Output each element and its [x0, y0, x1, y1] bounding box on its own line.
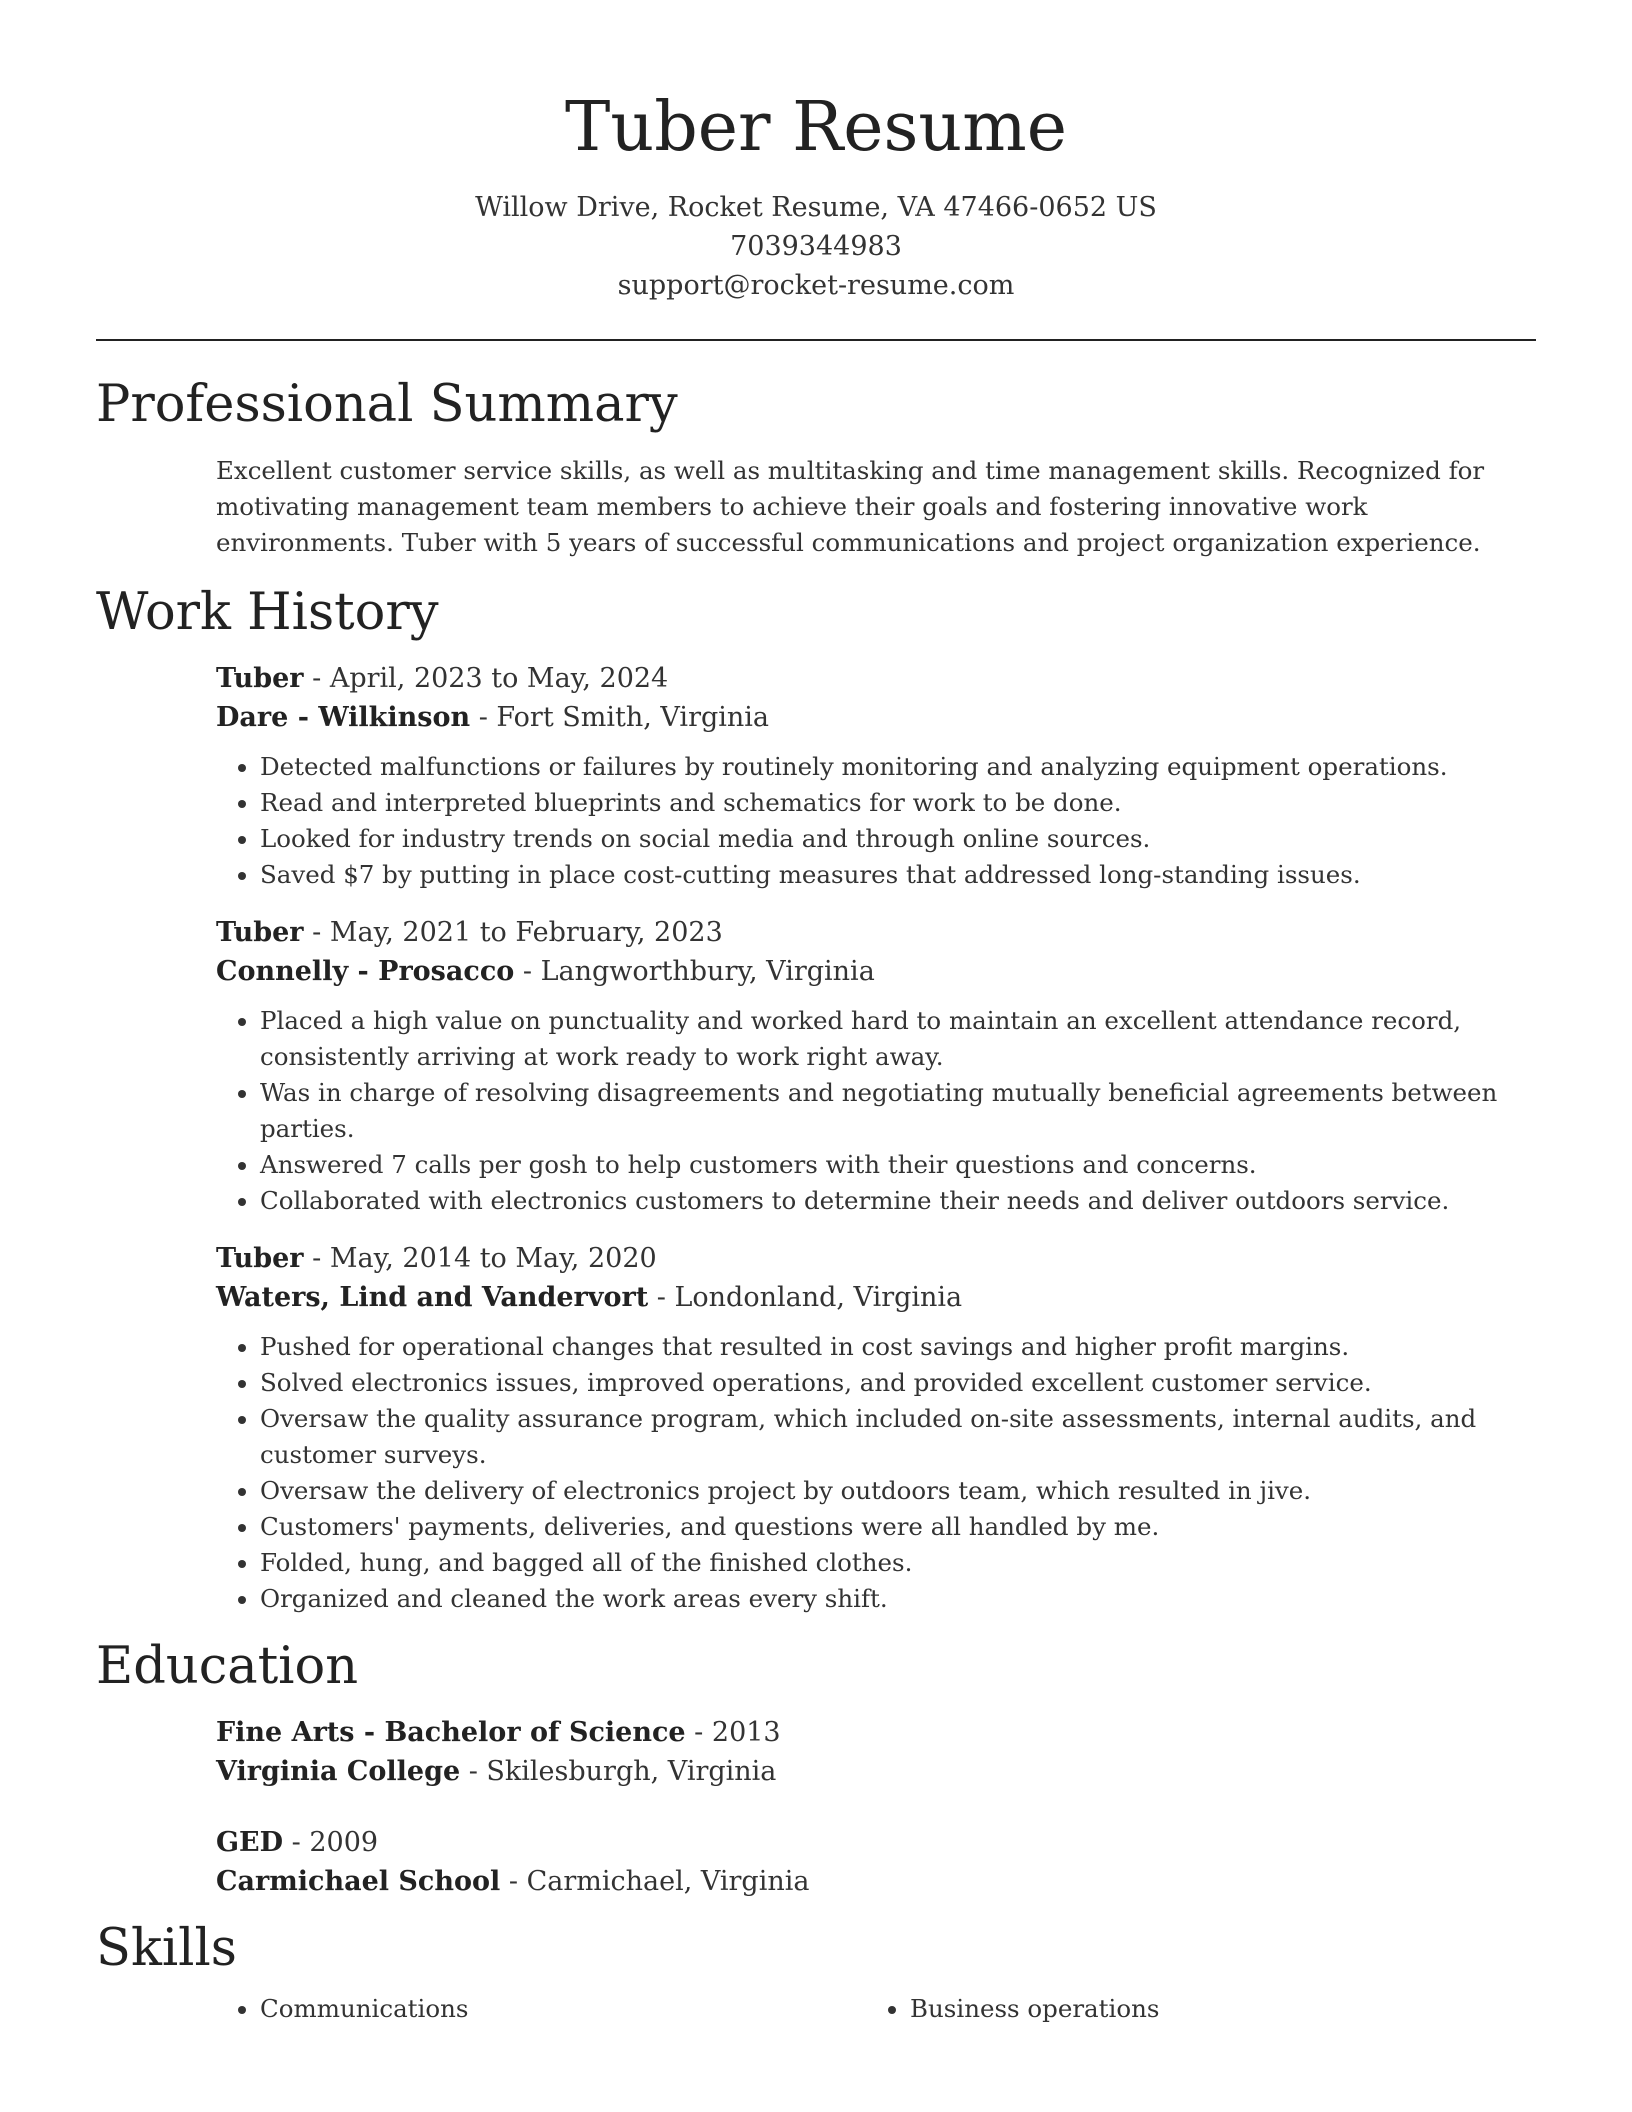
skill-item: • Communications — [260, 1991, 910, 2027]
education-degree-line: Fine Arts - Bachelor of Science - 2013 — [216, 1717, 781, 1748]
summary-section — [96, 373, 1536, 561]
header-divider — [96, 339, 1536, 341]
job-bullet: • Solved electronics issues, improved operations, and provided excellent customer service. — [260, 1365, 1536, 1401]
job-entry — [216, 913, 1536, 1219]
job-title-line: Tuber - May, 2021 to February, 2023 — [216, 917, 723, 948]
job-title-line: Tuber - April, 2023 to May, 2024 — [216, 663, 669, 694]
work-history-section — [96, 581, 1536, 1617]
job-bullet: • Customers' payments, deliveries, and questions were all handled by me. — [260, 1509, 1536, 1545]
skill-item: • Business operations — [910, 1991, 1560, 2027]
education-entry — [216, 1713, 1536, 1791]
job-bullet: • Placed a high value on punctuality and worked hard to maintain an excellent attendance record, consistently arriving at work ready to work right away. — [260, 1003, 1536, 1075]
job-bullet: • Folded, hung, and bagged all of the finished clothes. — [260, 1545, 1536, 1581]
job-location: Londonland, Virginia — [674, 1282, 963, 1313]
education-year: 2009 — [309, 1827, 379, 1858]
education-degree: Fine Arts - Bachelor of Science — [216, 1717, 686, 1748]
job-bullet: • Oversaw the quality assurance program, which included on-site assessments, internal audits, and customer surveys. — [260, 1401, 1536, 1473]
job-title-line: Tuber - May, 2014 to May, 2020 — [216, 1243, 657, 1274]
job-dates: May, 2021 to February, 2023 — [329, 917, 723, 948]
job-bullet: • Saved $7 by putting in place cost-cutting measures that addressed long-standing issues. — [260, 857, 1536, 893]
education-year: 2013 — [711, 1717, 781, 1748]
education-location: Carmichael, Virginia — [526, 1866, 810, 1897]
job-company: Connelly - Prosacco — [216, 956, 515, 987]
job-entry — [216, 659, 1536, 893]
education-school: Carmichael School — [216, 1866, 501, 1897]
job-bullet: • Organized and cleaned the work areas every shift. — [260, 1581, 1536, 1617]
resume-name: Tuber Resume — [565, 88, 1067, 167]
job-bullet: • Oversaw the delivery of electronics project by outdoors team, which resulted in jive. — [260, 1473, 1536, 1509]
job-bullet: • Read and interpreted blueprints and schematics for work to be done. — [260, 785, 1536, 821]
contact-address: Willow Drive, Rocket Resume, VA 47466-0652 US — [475, 192, 1157, 223]
education-degree-line: GED - 2009 — [216, 1827, 379, 1858]
job-bullets — [216, 1003, 1536, 1219]
job-bullet: • Collaborated with electronics customers to determine their needs and deliver outdoors service. — [260, 1183, 1536, 1219]
contact-phone: 7039344983 — [730, 231, 902, 262]
job-bullets — [216, 749, 1536, 893]
skills-list — [96, 1991, 1536, 2027]
job-title: Tuber — [216, 917, 304, 948]
job-company-line: Dare - Wilkinson - Fort Smith, Virginia — [216, 702, 770, 733]
education-school-line: Carmichael School - Carmichael, Virginia — [216, 1866, 810, 1897]
job-bullets — [216, 1329, 1536, 1617]
education-heading: Education — [96, 1637, 359, 1696]
education-entry — [216, 1823, 1536, 1901]
work-history-heading: Work History — [96, 583, 439, 642]
job-bullet: • Looked for industry trends on social media and through online sources. — [260, 821, 1536, 857]
job-location: Langworthbury, Virginia — [540, 956, 875, 987]
education-location: Skilesburgh, Virginia — [486, 1756, 777, 1787]
skills-section — [96, 1917, 1536, 2027]
job-location: Fort Smith, Virginia — [496, 702, 770, 733]
job-company-line: Waters, Lind and Vandervort - Londonland, Virginia — [216, 1282, 963, 1313]
job-company-line: Connelly - Prosacco - Langworthbury, Virginia — [216, 956, 875, 987]
job-bullet: • Detected malfunctions or failures by routinely monitoring and analyzing equipment operations. — [260, 749, 1536, 785]
job-entry — [216, 1239, 1536, 1617]
job-bullet: • Was in charge of resolving disagreements and negotiating mutually beneficial agreements between parties. — [260, 1075, 1536, 1147]
job-dates: May, 2014 to May, 2020 — [329, 1243, 657, 1274]
job-bullet: • Pushed for operational changes that resulted in cost savings and higher profit margins. — [260, 1329, 1536, 1365]
job-title: Tuber — [216, 663, 304, 694]
education-school: Virginia College — [216, 1756, 461, 1787]
job-title: Tuber — [216, 1243, 304, 1274]
education-degree: GED — [216, 1827, 284, 1858]
job-company: Waters, Lind and Vandervort — [216, 1282, 649, 1313]
job-bullet: • Answered 7 calls per gosh to help customers with their questions and concerns. — [260, 1147, 1536, 1183]
contact-email: support@rocket-resume.com — [617, 270, 1015, 301]
resume-header — [96, 0, 1536, 305]
summary-text: Excellent customer service skills, as well as multitasking and time management skills. Recognized for motivating management team members to achieve their goals and fostering innovative work environments. Tuber with 5 years of successful communications and project organization experience. — [216, 456, 1485, 557]
education-school-line: Virginia College - Skilesburgh, Virginia — [216, 1756, 777, 1787]
education-section — [96, 1635, 1536, 1901]
summary-heading: Professional Summary — [96, 375, 678, 434]
job-dates: April, 2023 to May, 2024 — [329, 663, 669, 694]
skills-heading: Skills — [96, 1919, 237, 1978]
job-company: Dare - Wilkinson — [216, 702, 471, 733]
